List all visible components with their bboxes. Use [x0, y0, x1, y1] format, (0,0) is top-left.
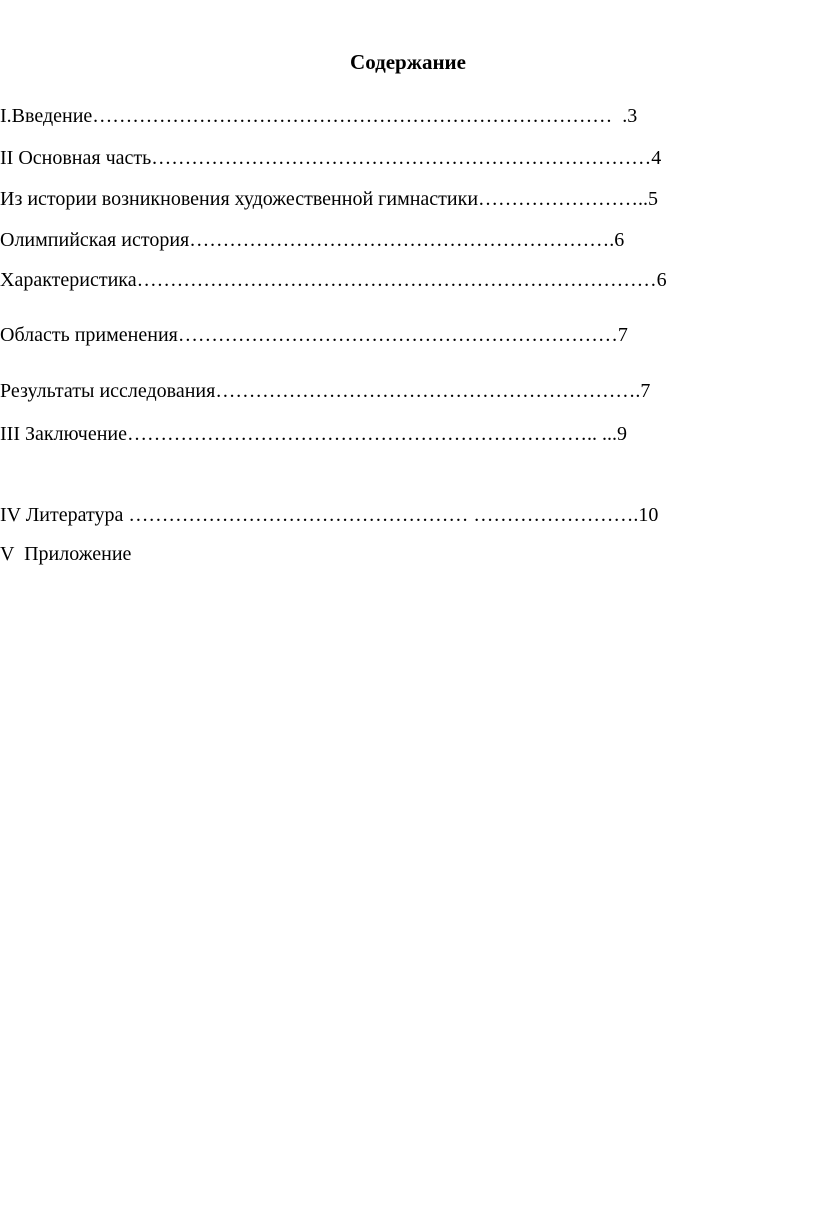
- page-title: Содержание: [350, 50, 466, 74]
- toc-entry-conclusion: III Заключение…………………………………………………………….. ...9: [0, 423, 627, 445]
- toc-entry-results: Результаты исследования……………………………………………………….7: [0, 380, 651, 402]
- toc-entry-application: Область применения…………………………………………………………7: [0, 324, 628, 346]
- toc-entry-history: Из истории возникновения художественной гимнастики……………………..5: [0, 188, 659, 210]
- toc-entry-literature: IV Литература …………………………………………… …………………….10: [0, 504, 659, 526]
- toc-entry-main-part: II Основная часть…………………………………………………………………4: [0, 147, 662, 169]
- toc-entry-characteristics: Характеристика……………………………………………………………………6: [0, 269, 667, 291]
- toc-entry-appendix: V Приложение: [0, 543, 132, 565]
- toc-entry-introduction: I.Введение…………………………………………………………………… .3: [0, 105, 638, 127]
- toc-entry-olympic-history: Олимпийская история……………………………………………………….6: [0, 229, 625, 251]
